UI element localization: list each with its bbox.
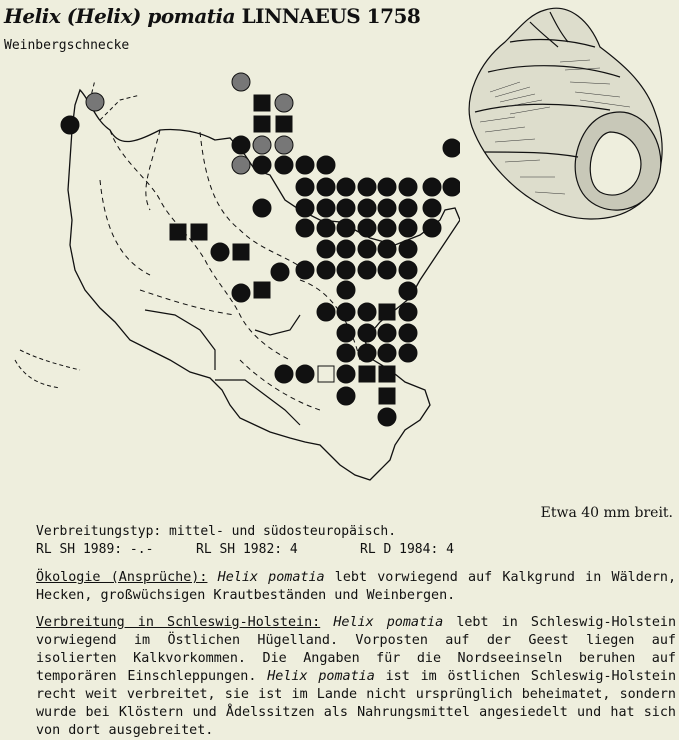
redlist-sh-1982: RL SH 1982: 4 [196, 542, 298, 557]
occurrence-dot [296, 199, 314, 217]
occurrence-dot [399, 261, 417, 279]
occurrence-dot [399, 344, 417, 362]
species-name: pomatia [147, 4, 236, 28]
occurrence-dot [358, 240, 376, 258]
occurrence-dot [296, 178, 314, 196]
occurrence-square [379, 304, 395, 320]
occurrence-dot [317, 156, 335, 174]
occurrence-square [359, 366, 375, 382]
occurrence-square [170, 224, 186, 240]
occurrence-dot [317, 178, 335, 196]
distribution-heading: Verbreitung in Schleswig-Holstein: [36, 615, 321, 630]
occurrence-dot [337, 178, 355, 196]
occurrence-dot [253, 156, 271, 174]
occurrence-dot [423, 178, 441, 196]
occurrence-dot [337, 303, 355, 321]
occurrence-dot [378, 199, 396, 217]
occurrence-dot [317, 199, 335, 217]
occurrence-dot [358, 324, 376, 342]
occurrence-dot [232, 73, 250, 91]
occurrence-dot [296, 219, 314, 237]
occurrence-dot [337, 219, 355, 237]
distribution-species-2: Helix pomatia [267, 669, 375, 684]
occurrence-dot [337, 199, 355, 217]
map-inner-coast [145, 310, 300, 425]
occurrence-dot [337, 324, 355, 342]
distribution-map [0, 60, 460, 500]
occurrence-dot [337, 240, 355, 258]
occurrence-dot [275, 94, 293, 112]
occurrence-dot [423, 199, 441, 217]
occurrence-dot [358, 261, 376, 279]
occurrence-dot [399, 303, 417, 321]
occurrence-dot [337, 344, 355, 362]
occurrence-dot [232, 284, 250, 302]
occurrence-dot [253, 136, 271, 154]
occurrence-dot [399, 178, 417, 196]
occurrence-square [379, 366, 395, 382]
occurrence-dot [378, 219, 396, 237]
common-name: Weinbergschnecke [4, 38, 130, 53]
ecology-paragraph [36, 569, 676, 605]
genus-name: Helix [4, 4, 61, 28]
occurrence-square [254, 282, 270, 298]
distribution-text-1: lebt in Schleswig-Holstein vorwiegend im Östlichen Hügelland. Vorposten auf der Geest liegen auf isolierten Kalkvorkommen. Die Angaben für die Nordseeinseln beruhen auf temporären Einschleppungen. [36, 615, 677, 684]
occurrence-dot [275, 156, 293, 174]
occurrence-dot [378, 240, 396, 258]
occurrence-dot [358, 344, 376, 362]
occurrence-dot [337, 387, 355, 405]
occurrence-dot [232, 156, 250, 174]
occurrence-square [318, 366, 334, 382]
occurrence-dot [358, 199, 376, 217]
distribution-type: Verbreitungstyp: mittel- und südosteuropäisch. [36, 524, 397, 539]
distribution-species: Helix pomatia [333, 615, 444, 630]
occurrence-square [191, 224, 207, 240]
occurrence-dot [423, 219, 441, 237]
ecology-heading: Ökologie (Ansprüche): [36, 570, 208, 585]
occurrence-dot [275, 365, 293, 383]
occurrence-dot [399, 240, 417, 258]
occurrence-dot [317, 303, 335, 321]
occurrence-dot [378, 261, 396, 279]
occurrence-dot [317, 240, 335, 258]
occurrence-dot [275, 136, 293, 154]
occurrence-dot [337, 365, 355, 383]
occurrence-dot [317, 219, 335, 237]
occurrence-dot [443, 139, 460, 157]
page-title [4, 4, 420, 28]
occurrence-square [233, 244, 249, 260]
occurrence-dot [337, 281, 355, 299]
occurrence-dot [271, 263, 289, 281]
occurrence-dot [399, 219, 417, 237]
occurrence-dot [296, 261, 314, 279]
occurrence-dot [317, 261, 335, 279]
shell-illustration [460, 2, 675, 232]
subgenus-name: (Helix) [66, 4, 141, 28]
occurrence-dot [378, 344, 396, 362]
occurrence-dot [399, 282, 417, 300]
occurrence-dot [443, 178, 460, 196]
occurrence-dot [211, 243, 229, 261]
occurrence-dot [378, 408, 396, 426]
occurrence-dot [86, 93, 104, 111]
ecology-species: Helix pomatia [217, 570, 325, 585]
occurrence-dot [378, 178, 396, 196]
occurrence-dot [232, 136, 250, 154]
occurrence-dot [61, 116, 79, 134]
redlist-d-1984: RL D 1984: 4 [360, 542, 454, 557]
occurrence-dot [378, 324, 396, 342]
occurrence-dot [337, 261, 355, 279]
distribution-paragraph [36, 614, 676, 740]
occurrence-dot [358, 303, 376, 321]
occurrence-dot [253, 199, 271, 217]
occurrence-dot [296, 365, 314, 383]
occurrence-square [254, 95, 270, 111]
occurrence-square [379, 388, 395, 404]
author-year: LINNAEUS 1758 [241, 4, 421, 28]
occurrence-dot [399, 324, 417, 342]
occurrence-dot [399, 199, 417, 217]
occurrence-square [276, 116, 292, 132]
redlist-sh-1989: RL SH 1989: -.- [36, 542, 154, 557]
distribution-text-2: ist im östlichen Schleswig-Holstein recht weit verbreitet, sie ist im Lande nicht ursprünglich beheimatet, sondern wurde bei Klöstern und Ådelssitzen als Nahrungsmittel angesiedelt und hat sich von dort ausgebreitet. [36, 669, 677, 738]
occurrence-dot [358, 219, 376, 237]
occurrence-square [254, 116, 270, 132]
size-note: Etwa 40 mm breit. [540, 505, 673, 521]
occurrence-dot [296, 156, 314, 174]
occurrence-dot [358, 178, 376, 196]
ecology-text: lebt vorwiegend auf Kalkgrund in Wäldern, Hecken, großwüchsigen Krautbeständen und Weinbergen. [36, 570, 677, 603]
